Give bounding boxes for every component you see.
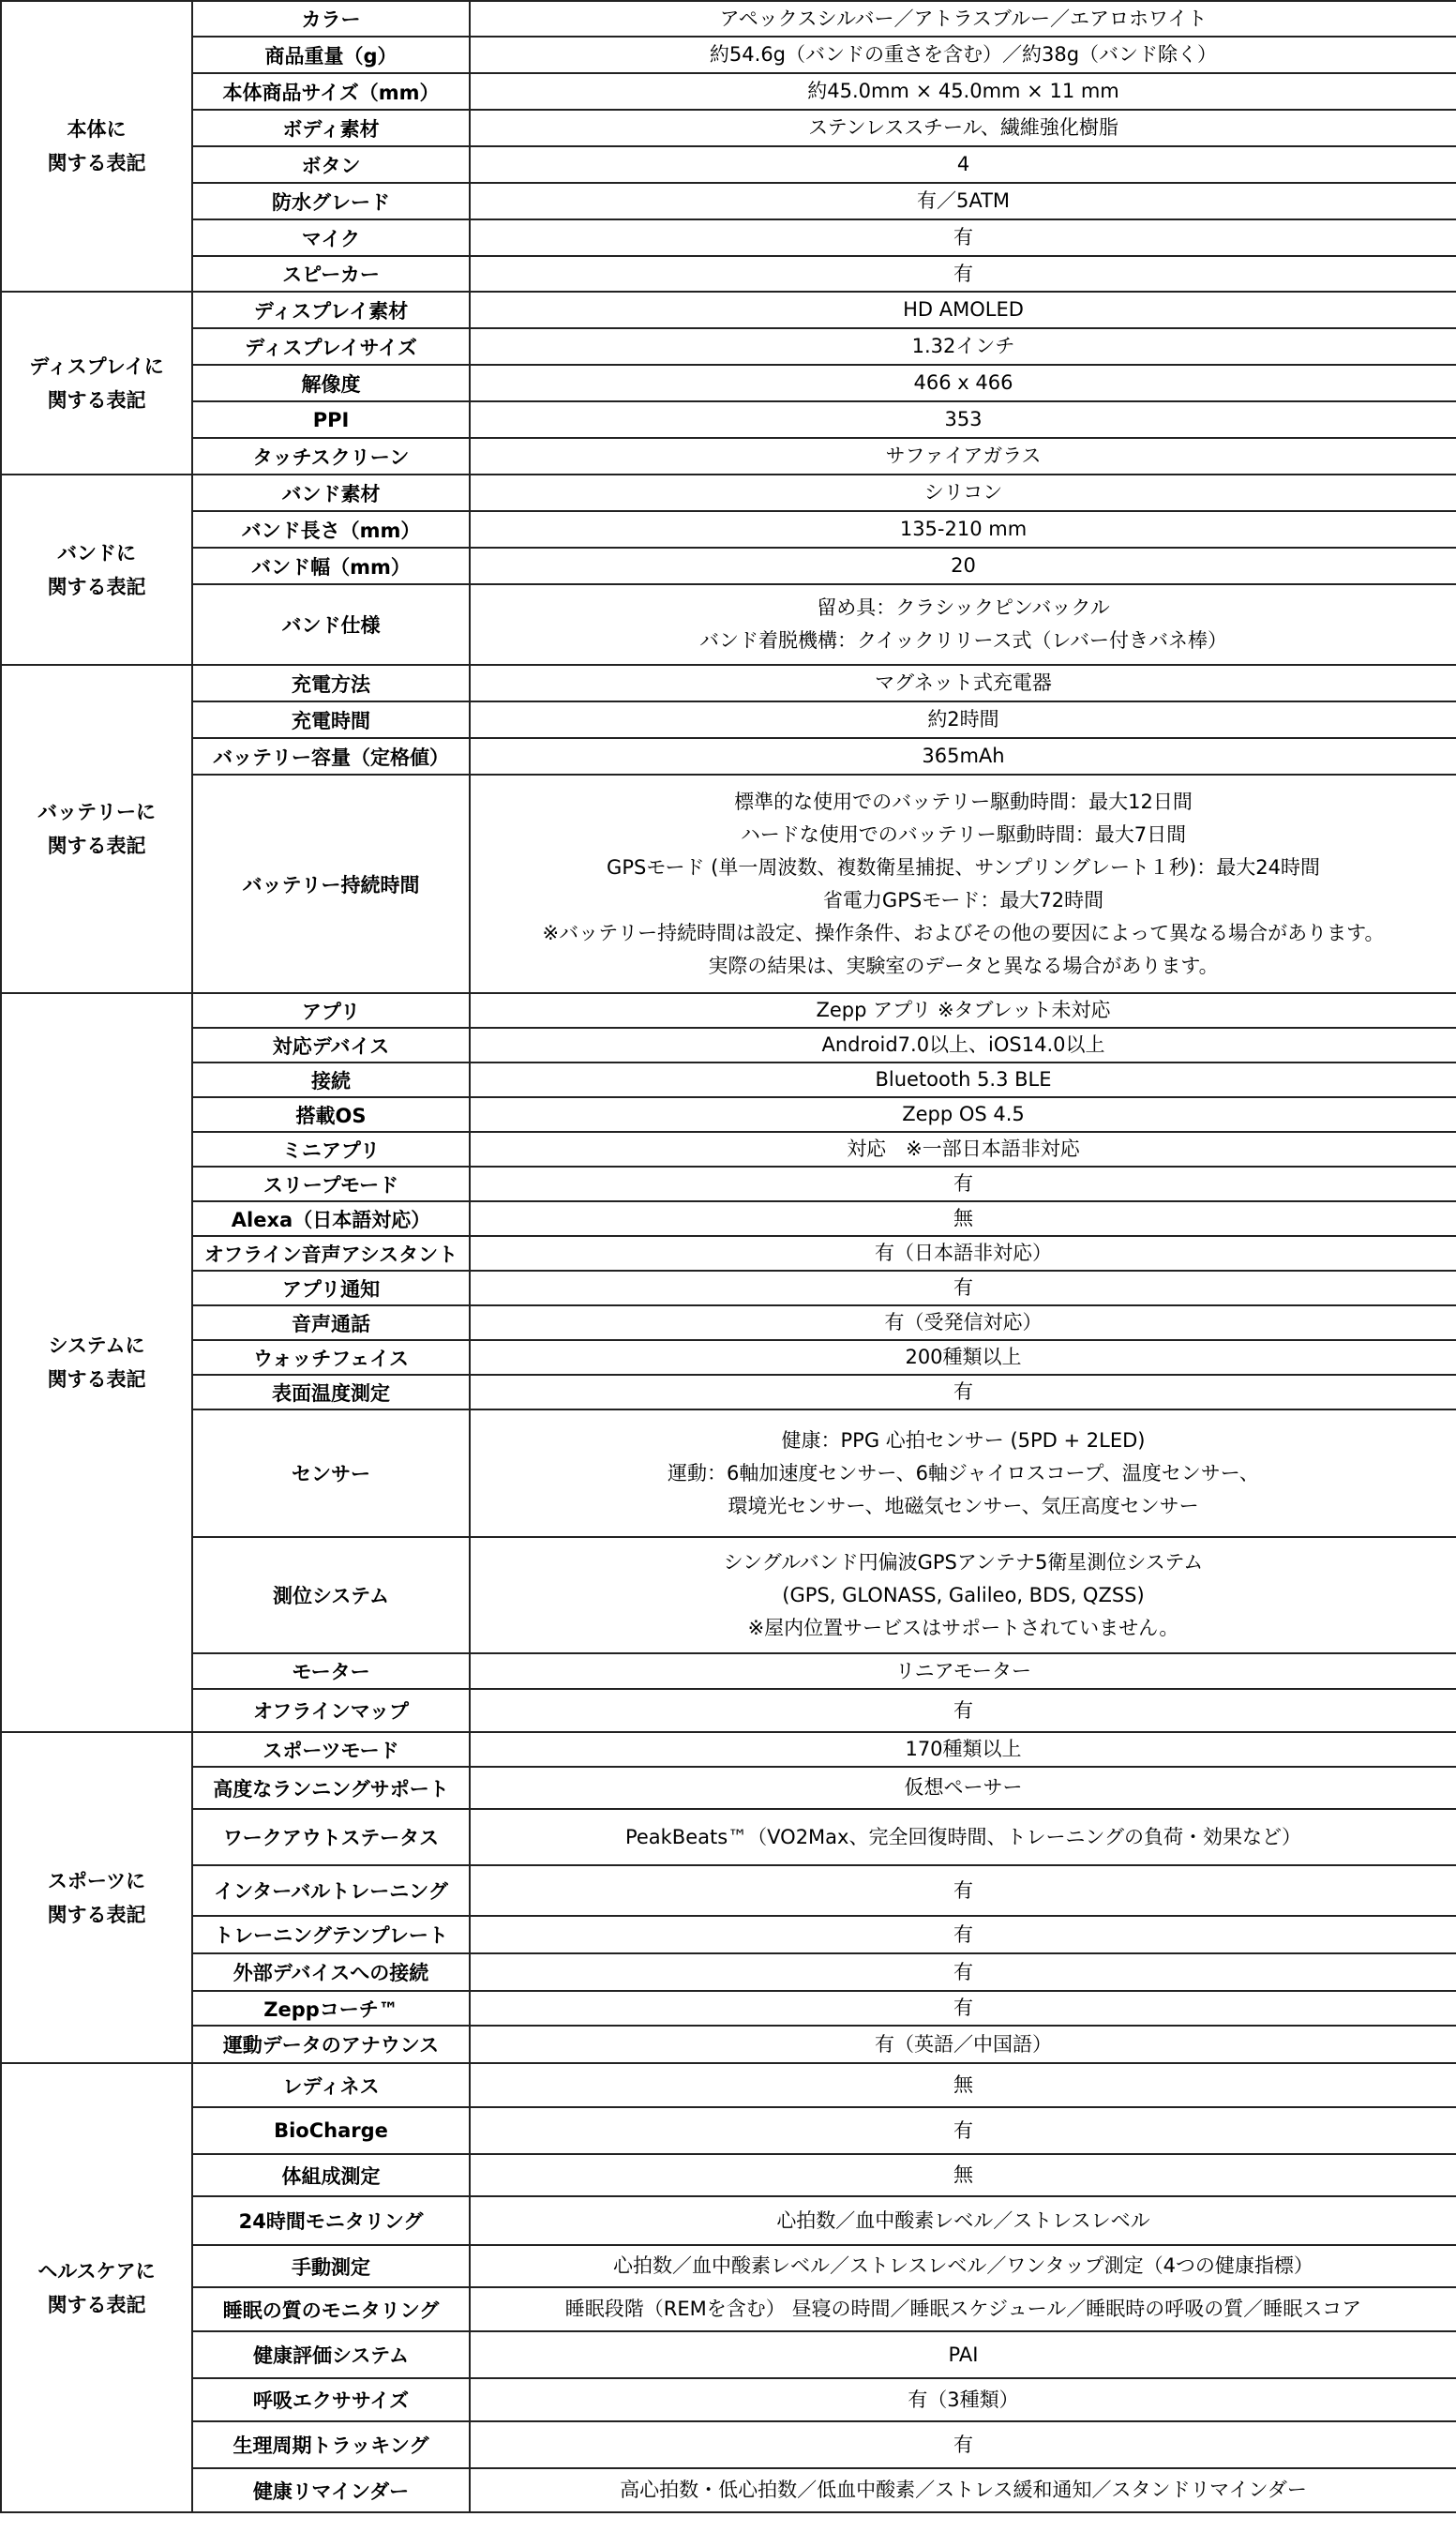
spec-row [1,365,1456,401]
spec-value-line: 有 [953,1698,973,1722]
spec-value-line: シングルバンド円偏波GPSアンテナ5衛星測位システム [723,1550,1204,1574]
spec-value-line: 心拍数／血中酸素レベル／ストレスレベル [776,2208,1150,2232]
category-cell [1,993,192,1732]
spec-value [470,110,1456,146]
spec-label: BioCharge [192,2107,470,2154]
category-label: 関する表記 [47,575,146,598]
category-cell [1,665,192,993]
spec-label: 防水グレード [192,183,470,219]
spec-label: 対応デバイス [192,1028,470,1063]
spec-value-line: 有 [953,226,973,249]
spec-value [470,2196,1456,2245]
spec-label: 外部デバイスへの接続 [192,1953,470,1991]
spec-row [1,511,1456,548]
spec-row [1,993,1456,1028]
spec-row [1,1409,1456,1537]
spec-value [470,475,1456,511]
spec-row [1,2331,1456,2378]
spec-value [470,993,1456,1028]
spec-value-line: 標準的な使用でのバッテリー駆動時間：最大12日間 [734,790,1193,813]
category-label: バンドに [57,541,136,565]
spec-row [1,1809,1456,1865]
spec-label: モーター [192,1653,470,1689]
spec-value [470,2245,1456,2287]
spec-value-line: 365mAh [922,745,1005,767]
spec-row [1,2378,1456,2421]
spec-row [1,2063,1456,2107]
spec-row [1,701,1456,738]
spec-label: Zeppコーチ™ [192,1991,470,2026]
spec-label: ボタン [192,146,470,183]
spec-label: 充電方法 [192,665,470,701]
spec-row [1,292,1456,328]
spec-label: 健康評価システム [192,2331,470,2378]
spec-value-line: 有 [953,1960,973,1983]
spec-label: 商品重量（g） [192,37,470,73]
spec-value-line: 睡眠段階（REMを含む） 昼寝の時間／睡眠スケジュール／睡眠時の呼吸の質／睡眠スコア [564,2298,1362,2320]
spec-label: 音声通話 [192,1305,470,1340]
spec-value-line: Zepp アプリ ※タブレット未対応 [816,999,1111,1021]
spec-label: バンド長さ（mm） [192,511,470,548]
spec-value-line: 有 [953,1922,973,1946]
spec-value-line: 170種類以上 [905,1738,1022,1760]
spec-row [1,73,1456,110]
spec-label: バッテリー容量（定格値） [192,738,470,775]
spec-value-line: サファイアガラス [885,445,1042,467]
spec-label: 表面温度測定 [192,1375,470,1409]
spec-row [1,1271,1456,1305]
spec-value-line: シリコン [923,481,1003,504]
category-label: システムに [48,1334,145,1357]
spec-value [470,73,1456,110]
spec-label: 24時間モニタリング [192,2196,470,2245]
category-label: 関する表記 [47,835,146,857]
spec-value [470,1653,1456,1689]
spec-value-line: 有 [953,1172,973,1195]
spec-row [1,401,1456,438]
spec-value-line: PAI [948,2343,979,2366]
spec-row [1,2026,1456,2063]
spec-row [1,2196,1456,2245]
spec-value-line: 有 [953,2118,973,2142]
spec-table-body [1,1,1456,2512]
spec-value [470,2026,1456,2063]
spec-value [470,2378,1456,2421]
spec-row [1,1653,1456,1689]
spec-label: アプリ通知 [192,1271,470,1305]
spec-row [1,2107,1456,2154]
spec-row [1,1767,1456,1809]
spec-value [470,219,1456,256]
spec-value-line: 約54.6g（バンドの重さを含む）／約38g（バンド除く） [709,43,1218,66]
spec-row [1,1028,1456,1063]
spec-label: バンド仕様 [192,584,470,665]
spec-value [470,365,1456,401]
spec-label: 搭載OS [192,1097,470,1132]
spec-row [1,1340,1456,1375]
spec-value [470,2421,1456,2468]
spec-row [1,438,1456,475]
spec-row [1,2287,1456,2331]
spec-value [470,1097,1456,1132]
spec-value [470,1028,1456,1063]
spec-label: PPI [192,401,470,438]
spec-value-line: 無 [953,2163,973,2186]
category-label: 関する表記 [47,1903,146,1926]
spec-value-line: ※屋内位置サービスはサポートされていません。 [747,1616,1179,1639]
spec-value [470,328,1456,365]
spec-value-line: 環境光センサー、地磁気センサー、気圧高度センサー [728,1494,1199,1517]
spec-label: 接続 [192,1063,470,1097]
spec-value-line: ※バッテリー持続時間は設定、操作条件、およびその他の要因によって異なる場合があります。 [542,921,1385,944]
spec-label: バンド素材 [192,475,470,511]
spec-value-line: 有 [953,262,973,285]
spec-label: 運動データのアナウンス [192,2026,470,2063]
spec-value [470,1991,1456,2026]
spec-value [470,548,1456,584]
spec-label: Alexa（日本語対応） [192,1201,470,1236]
spec-label: 本体商品サイズ（mm） [192,73,470,110]
spec-value-line: 有 [953,1276,973,1299]
spec-value-line: PeakBeats™（VO2Max、完全回復時間、トレーニングの負荷・効果など） [624,1825,1302,1848]
spec-value-line: 有（英語／中国語） [875,2032,1052,2056]
spec-value-line: 留め具：クラシックピンバックル [817,596,1110,619]
spec-value [470,1732,1456,1767]
spec-row [1,1063,1456,1097]
spec-value [470,2063,1456,2107]
category-label: スポーツに [47,1869,146,1892]
spec-value [470,1201,1456,1236]
spec-row [1,1,1456,37]
spec-row [1,1236,1456,1271]
spec-label: ディスプレイ素材 [192,292,470,328]
spec-value [470,1767,1456,1809]
spec-label: 測位システム [192,1537,470,1653]
spec-value-line: 無 [953,1207,973,1229]
spec-row [1,110,1456,146]
spec-value-line: GPSモード (単一周波数、複数衛星捕捉、サンプリングレート１秒)：最大24時間 [607,855,1320,879]
spec-value-line: Android7.0以上、iOS14.0以上 [821,1033,1105,1056]
category-cell [1,475,192,665]
spec-row [1,2154,1456,2196]
spec-row [1,2468,1456,2512]
spec-label: レディネス [192,2063,470,2107]
spec-value-line: 有 [953,1997,973,2019]
spec-value [470,584,1456,665]
spec-label: 健康リマインダー [192,2468,470,2512]
category-label: ヘルスケアに [38,2259,156,2283]
spec-row [1,1167,1456,1201]
spec-value [470,2154,1456,2196]
spec-value [470,37,1456,73]
category-label: 関する表記 [47,2293,146,2316]
spec-value-line: 健康：PPG 心拍センサー (5PD + 2LED) [781,1428,1146,1452]
spec-row [1,146,1456,183]
spec-value-line: ステンレススチール、繊維強化樹脂 [808,116,1118,139]
spec-label: バッテリー持続時間 [192,775,470,993]
spec-label: アプリ [192,993,470,1028]
spec-label: ミニアプリ [192,1132,470,1167]
spec-value [470,1916,1456,1953]
category-label: 関する表記 [47,1368,146,1391]
spec-value [470,1409,1456,1537]
spec-label: センサー [192,1409,470,1537]
spec-value [470,292,1456,328]
spec-value [470,775,1456,993]
spec-value [470,511,1456,548]
spec-row [1,37,1456,73]
spec-value [470,438,1456,475]
spec-value-line: アペックスシルバー／アトラスブルー／エアロホワイト [719,7,1208,30]
category-label: 本体に [67,118,127,141]
spec-row [1,1865,1456,1916]
spec-value-line: 20 [951,554,976,577]
spec-value-line: 約45.0mm × 45.0mm × 11 mm [807,80,1119,102]
spec-value [470,1236,1456,1271]
spec-row [1,1097,1456,1132]
spec-row [1,183,1456,219]
spec-value [470,1865,1456,1916]
spec-row [1,475,1456,511]
spec-value-line: 対応 ※一部日本語非対応 [847,1138,1080,1160]
spec-value-line: 運動：6軸加速度センサー、6軸ジャイロスコープ、温度センサー、 [668,1461,1259,1485]
spec-value [470,1271,1456,1305]
spec-value-line: 省電力GPSモード：最大72時間 [822,888,1104,912]
category-label: 関する表記 [47,388,146,412]
spec-value-line: Bluetooth 5.3 BLE [875,1068,1052,1091]
spec-value-line: 有 [953,1878,973,1902]
spec-value-line: バンド着脱機構：クイックリリース式（レバー付きバネ棒） [698,629,1227,652]
category-label: ディスプレイに [29,354,164,378]
spec-label: ウォッチフェイス [192,1340,470,1375]
spec-value-line: 約2時間 [927,708,999,731]
spec-label: スピーカー [192,256,470,292]
spec-label: ワークアウトステータス [192,1809,470,1865]
spec-value-line: 高心拍数・低心拍数／低血中酸素／ストレス緩和通知／スタンドリマインダー [620,2479,1307,2501]
spec-row [1,1305,1456,1340]
spec-value-line: 心拍数／血中酸素レベル／ストレスレベル／ワンタップ測定（4つの健康指標） [613,2254,1313,2277]
spec-value-line: 有（3種類） [908,2388,1019,2411]
spec-value-line: 実際の結果は、実験室のデータと異なる場合があります。 [708,954,1219,977]
category-label: バッテリーに [38,801,156,823]
spec-value [470,1,1456,37]
spec-label: オフラインマップ [192,1689,470,1732]
spec-value-line: 無 [953,2073,973,2096]
spec-value [470,2107,1456,2154]
spec-value-line: 有 [953,1380,973,1403]
spec-value [470,256,1456,292]
spec-value [470,401,1456,438]
spec-value [470,1375,1456,1409]
spec-value-line: (GPS, GLONASS, Galileo, BDS, QZSS) [782,1583,1145,1606]
spec-label: ディスプレイサイズ [192,328,470,365]
spec-label: 充電時間 [192,701,470,738]
spec-value [470,1132,1456,1167]
spec-row [1,665,1456,701]
spec-value-line: 有 [953,2433,973,2456]
spec-row [1,1991,1456,2026]
category-cell [1,1732,192,2063]
spec-row [1,584,1456,665]
spec-label: トレーニングテンプレート [192,1916,470,1953]
spec-value-line: HD AMOLED [903,298,1024,321]
spec-row [1,738,1456,775]
spec-value [470,665,1456,701]
spec-value-line: マグネット式充電器 [875,671,1052,694]
spec-label: バンド幅（mm） [192,548,470,584]
spec-label: カラー [192,1,470,37]
spec-label: 体組成測定 [192,2154,470,2196]
spec-label: ボディ素材 [192,110,470,146]
spec-value [470,2331,1456,2378]
spec-row [1,1732,1456,1767]
spec-value [470,1167,1456,1201]
spec-value-line: リニアモーター [895,1659,1031,1682]
spec-row [1,256,1456,292]
spec-value [470,2287,1456,2331]
spec-label: 睡眠の質のモニタリング [192,2287,470,2331]
spec-value [470,738,1456,775]
spec-row [1,1537,1456,1653]
spec-value-line: 200種類以上 [905,1346,1022,1368]
category-label: 関する表記 [47,152,146,174]
spec-label: タッチスクリーン [192,438,470,475]
spec-value [470,1063,1456,1097]
spec-value [470,701,1456,738]
spec-value-line: 353 [944,408,983,430]
spec-label: オフライン音声アシスタント [192,1236,470,1271]
spec-row [1,1132,1456,1167]
spec-label: 生理周期トラッキング [192,2421,470,2468]
category-cell [1,1,192,292]
spec-value [470,1953,1456,1991]
spec-label: スポーツモード [192,1732,470,1767]
category-cell [1,292,192,475]
spec-value-line: 有（受発信対応） [884,1311,1043,1334]
spec-row [1,1916,1456,1953]
spec-row [1,219,1456,256]
spec-row [1,1953,1456,1991]
spec-row [1,328,1456,365]
spec-label: 高度なランニングサポート [192,1767,470,1809]
spec-value [470,1305,1456,1340]
spec-label: 解像度 [192,365,470,401]
spec-value-line: Zepp OS 4.5 [902,1103,1025,1125]
spec-label: マイク [192,219,470,256]
spec-value-line: 1.32インチ [911,335,1015,357]
spec-row [1,2421,1456,2468]
spec-value-line: 有（日本語非対応） [875,1242,1052,1264]
spec-value [470,1537,1456,1653]
category-cell [1,2063,192,2512]
spec-row [1,2245,1456,2287]
spec-value-line: 4 [956,153,970,175]
spec-row [1,1201,1456,1236]
spec-value-line: 135-210 mm [899,518,1028,540]
spec-label: スリープモード [192,1167,470,1201]
spec-label: 呼吸エクササイズ [192,2378,470,2421]
spec-label: インターバルトレーニング [192,1865,470,1916]
spec-value [470,1689,1456,1732]
spec-value [470,1809,1456,1865]
spec-value [470,183,1456,219]
spec-row [1,548,1456,584]
spec-label: 手動測定 [192,2245,470,2287]
spec-row [1,775,1456,993]
spec-value [470,2468,1456,2512]
spec-value-line: 有／5ATM [916,189,1011,212]
spec-row [1,1375,1456,1409]
spec-value [470,1340,1456,1375]
spec-row [1,1689,1456,1732]
spec-value-line: ハードな使用でのバッテリー駆動時間：最大7日間 [740,822,1187,846]
spec-value-line: 466 x 466 [913,371,1013,394]
spec-value [470,146,1456,183]
spec-value-line: 仮想ペーサー [904,1776,1023,1799]
